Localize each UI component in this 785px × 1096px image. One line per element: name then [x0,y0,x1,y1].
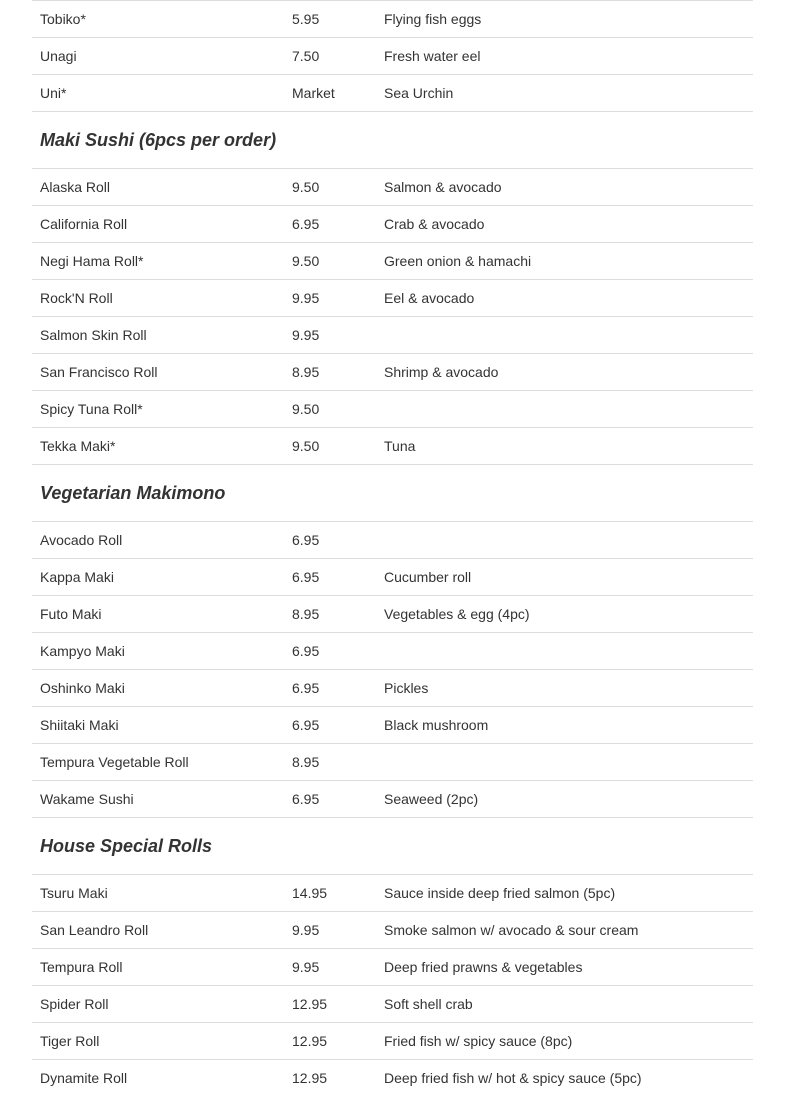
item-name: Kappa Maki [40,569,114,585]
item-price: 14.95 [292,885,328,901]
menu-row [32,1022,753,1059]
menu-row [32,632,753,669]
item-price: 6.95 [292,532,320,548]
menu-row [32,558,753,595]
menu-row [32,168,753,205]
menu-row [32,0,753,37]
item-price: 9.50 [292,438,320,454]
item-price: 9.95 [292,922,320,938]
item-description: Smoke salmon w/ avocado & sour cream [384,922,639,938]
item-price: 12.95 [292,1033,328,1049]
menu-row [32,1059,753,1096]
menu-row [32,37,753,74]
item-description: Shrimp & avocado [384,364,499,380]
item-name: Unagi [40,48,77,64]
item-name: Alaska Roll [40,179,111,195]
menu-row [32,780,753,817]
item-description: Soft shell crab [384,996,473,1012]
item-price: 12.95 [292,996,328,1012]
item-name: Tekka Maki* [40,438,116,454]
section-heading: House Special Rolls [32,817,753,874]
menu-row [32,911,753,948]
item-price: Market [292,85,335,101]
item-description: Cucumber roll [384,569,472,585]
item-price: 8.95 [292,754,320,770]
item-description: Fresh water eel [384,48,481,64]
item-price: 9.95 [292,327,320,343]
item-price: 6.95 [292,680,320,696]
menu-row [32,427,753,464]
item-name: Rock'N Roll [40,290,113,306]
menu-row [32,874,753,911]
item-price: 6.95 [292,216,320,232]
item-description: Deep fried fish w/ hot & spicy sauce (5pc) [384,1070,642,1086]
item-name: Tempura Roll [40,959,123,975]
menu-row [32,985,753,1022]
item-description: Seaweed (2pc) [384,791,479,807]
item-price: 9.50 [292,401,320,417]
menu-row [32,390,753,427]
item-name: San Leandro Roll [40,922,149,938]
menu-row [32,74,753,111]
item-description: Pickles [384,680,429,696]
menu-row [32,595,753,632]
item-name: Uni* [40,85,67,101]
menu-row [32,669,753,706]
item-name: Tobiko* [40,11,86,27]
menu-table [32,0,753,1096]
item-description: Flying fish eggs [384,11,482,27]
item-name: Tempura Vegetable Roll [40,754,189,770]
item-price: 8.95 [292,606,320,622]
item-price: 9.95 [292,959,320,975]
item-price: 6.95 [292,643,320,659]
item-name: Futo Maki [40,606,102,622]
section-heading: Maki Sushi (6pcs per order) [32,111,753,168]
item-price: 6.95 [292,791,320,807]
item-price: 9.50 [292,253,320,269]
item-price: 6.95 [292,569,320,585]
item-description: Black mushroom [384,717,489,733]
item-price: 6.95 [292,717,320,733]
item-name: Spider Roll [40,996,109,1012]
item-name: Kampyo Maki [40,643,125,659]
item-description: Green onion & hamachi [384,253,532,269]
item-description: Sea Urchin [384,85,454,101]
item-price: 9.50 [292,179,320,195]
item-description: Eel & avocado [384,290,475,306]
menu-row [32,706,753,743]
item-description: Vegetables & egg (4pc) [384,606,530,622]
item-price: 7.50 [292,48,320,64]
item-price: 12.95 [292,1070,328,1086]
item-name: Oshinko Maki [40,680,125,696]
item-name: California Roll [40,216,128,232]
menu-row [32,279,753,316]
item-price: 8.95 [292,364,320,380]
item-price: 9.95 [292,290,320,306]
item-name: Wakame Sushi [40,791,134,807]
item-name: San Francisco Roll [40,364,158,380]
item-name: Tiger Roll [40,1033,100,1049]
menu-row [32,242,753,279]
menu-row [32,353,753,390]
menu-row [32,948,753,985]
menu-row [32,743,753,780]
item-name: Tsuru Maki [40,885,108,901]
item-name: Shiitaki Maki [40,717,119,733]
item-name: Negi Hama Roll* [40,253,144,269]
menu-row [32,521,753,558]
item-name: Dynamite Roll [40,1070,128,1086]
menu-row [32,316,753,353]
item-description: Deep fried prawns & vegetables [384,959,583,975]
item-description: Tuna [384,438,416,454]
menu-row [32,205,753,242]
section-heading: Vegetarian Makimono [32,464,753,521]
item-description: Sauce inside deep fried salmon (5pc) [384,885,616,901]
item-description: Salmon & avocado [384,179,502,195]
item-name: Salmon Skin Roll [40,327,147,343]
item-description: Fried fish w/ spicy sauce (8pc) [384,1033,573,1049]
item-description: Crab & avocado [384,216,485,232]
item-price: 5.95 [292,11,320,27]
item-name: Avocado Roll [40,532,123,548]
item-name: Spicy Tuna Roll* [40,401,143,417]
